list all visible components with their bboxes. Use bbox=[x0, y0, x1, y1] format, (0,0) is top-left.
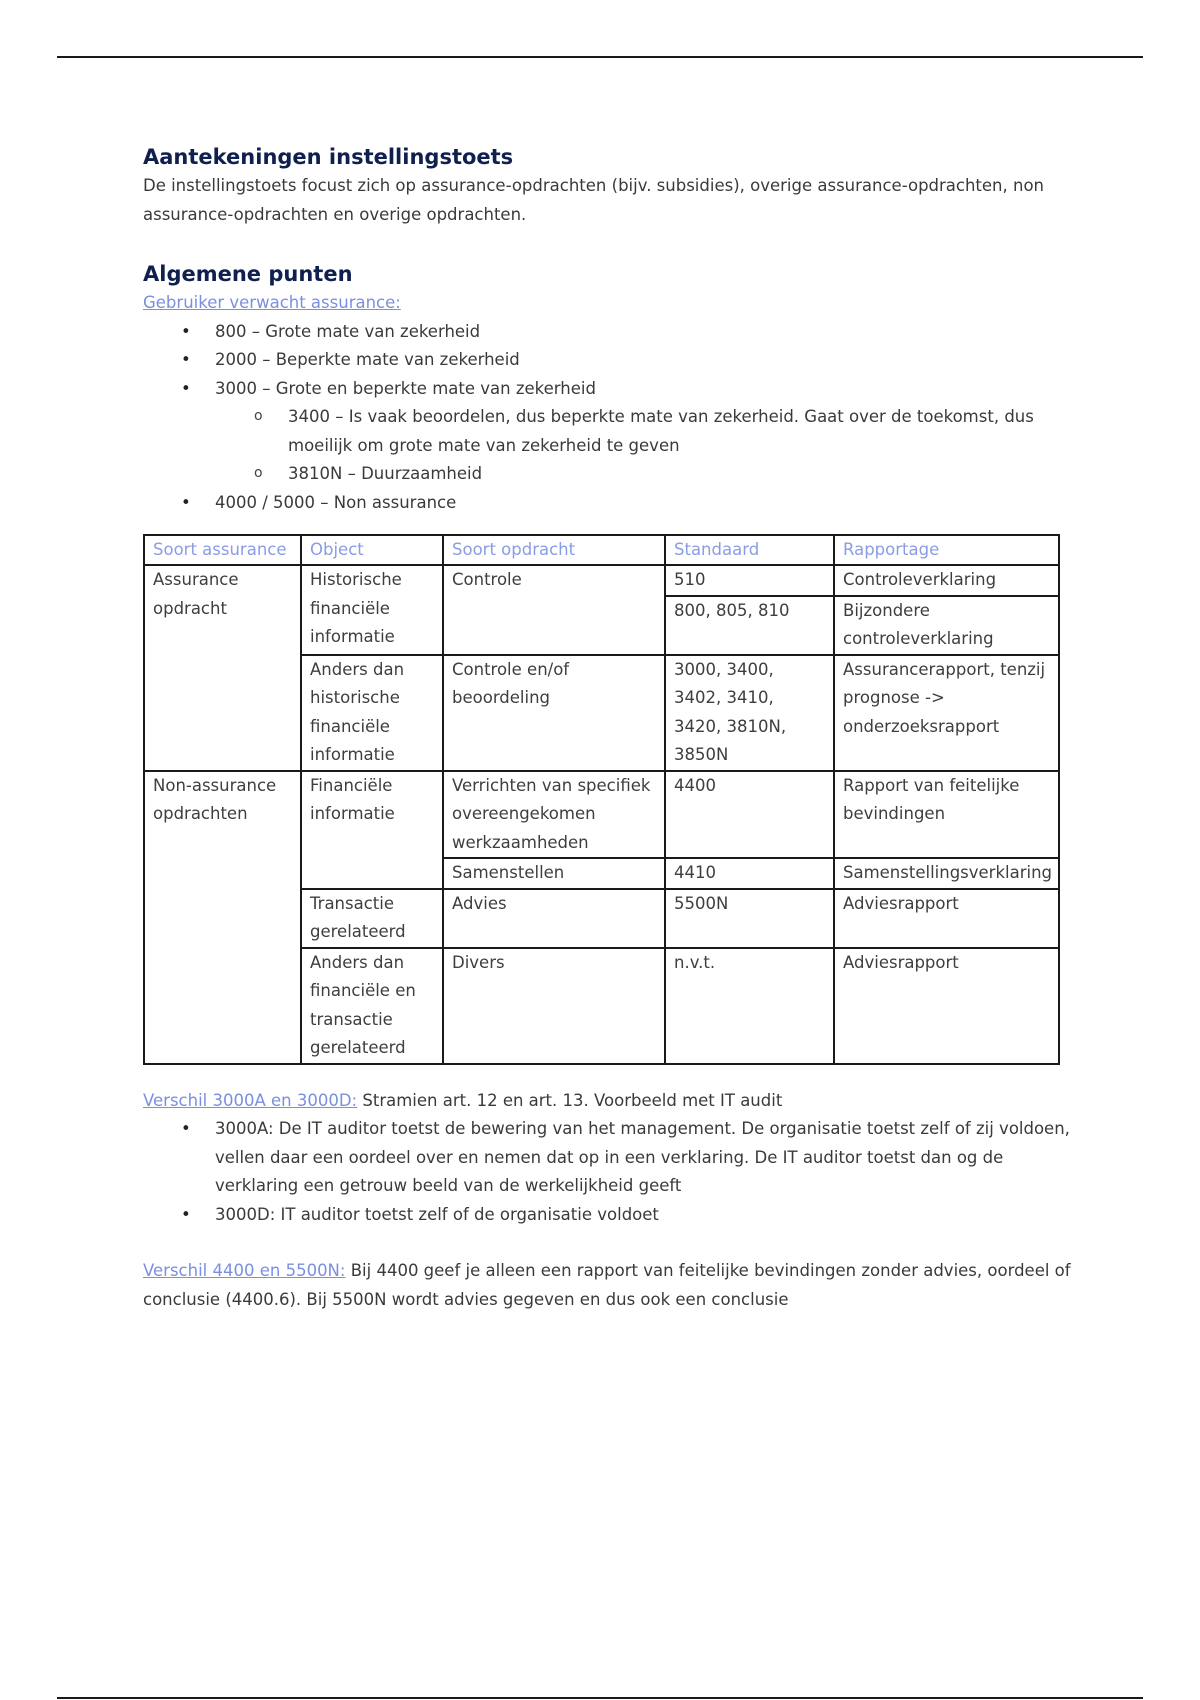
standards-table bbox=[143, 534, 1060, 1065]
table-cell: Controleverklaring bbox=[834, 565, 1059, 596]
table-cell: Historische financiële informatie bbox=[301, 565, 443, 655]
list-item: • 3000A: De IT auditor toetst de bewering van het management. De organisatie toetst zelf of zij voldoen, vellen daar een oordeel over en nemen dat op in een verklaring. De IT auditor toetst dan og de verklaring een getrouw beeld van de werkelijkheid geeft bbox=[143, 1115, 1073, 1201]
table-cell: Transactie gerelateerd bbox=[301, 889, 443, 948]
table-cell: Adviesrapport bbox=[834, 889, 1059, 948]
bottom-rule bbox=[57, 1697, 1143, 1699]
table-row bbox=[144, 565, 1059, 596]
table-cell: Anders dan financiële en transactie gerelateerd bbox=[301, 948, 443, 1064]
header-cell: Soort assurance bbox=[144, 535, 301, 565]
table-cell: Financiële informatie bbox=[301, 771, 443, 889]
verschil-3000-paragraph bbox=[143, 1087, 1073, 1116]
verschil-4400-paragraph bbox=[143, 1257, 1073, 1314]
table-cell: 3000, 3400, 3402, 3410, 3420, 3810N, 3850N bbox=[665, 655, 834, 771]
list-item: • 3000D: IT auditor toetst zelf of de organisatie voldoet bbox=[143, 1201, 1073, 1230]
verschil-3000-text: Stramien art. 12 en art. 13. Voorbeeld met IT audit bbox=[357, 1090, 783, 1110]
list-item bbox=[143, 375, 1073, 489]
intro-paragraph: De instellingstoets focust zich op assurance-opdrachten (bijv. subsidies), overige assurance-opdrachten, non assurance-opdrachten en overige opdrachten. bbox=[143, 176, 1045, 224]
table-cell: Anders dan historische financiële informatie bbox=[301, 655, 443, 771]
page-content bbox=[143, 142, 1073, 1314]
verschil-3000-list bbox=[143, 1115, 1073, 1229]
table-header-row bbox=[144, 535, 1059, 565]
sub-list-item: o 3810N – Duurzaamheid bbox=[143, 460, 1073, 489]
verschil-4400-text: Bij 4400 geef je alleen een rapport van feitelijke bevindingen zonder advies, oordeel of conclusie (4400.6). Bij 5500N wordt advies gegeven en dus ook een conclusie bbox=[143, 1261, 1071, 1309]
table-cell: Non-assurance opdrachten bbox=[144, 771, 301, 1064]
table-cell: Samenstellingsverklaring bbox=[834, 858, 1059, 889]
table-cell: 5500N bbox=[665, 889, 834, 948]
page-title: Aantekeningen instellingstoets bbox=[143, 145, 514, 169]
table-cell: Controle en/of beoordeling bbox=[443, 655, 665, 771]
table-row bbox=[144, 771, 1059, 859]
list-item: • 800 – Grote mate van zekerheid bbox=[143, 318, 1073, 347]
sub-list bbox=[215, 403, 1073, 489]
table-cell: Adviesrapport bbox=[834, 948, 1059, 1064]
header-cell: Object bbox=[301, 535, 443, 565]
list-item: • 4000 / 5000 – Non assurance bbox=[143, 489, 1073, 518]
sub-list-item: o 3400 – Is vaak beoordelen, dus beperkte mate van zekerheid. Gaat over de toekomst, dus moeilijk om grote mate van zekerheid te geven bbox=[143, 403, 1073, 460]
header-cell: Standaard bbox=[665, 535, 834, 565]
section-title: Algemene punten bbox=[143, 262, 353, 286]
table-cell: Advies bbox=[443, 889, 665, 948]
top-rule bbox=[57, 56, 1143, 58]
verschil-4400-link[interactable]: Verschil 4400 en 5500N: bbox=[143, 1261, 346, 1280]
table-cell: Controle bbox=[443, 565, 665, 655]
table-cell: Samenstellen bbox=[443, 858, 665, 889]
table-cell: Assurancerapport, tenzij prognose -> onderzoeksrapport bbox=[834, 655, 1059, 771]
assurance-list bbox=[143, 318, 1073, 518]
table-cell: 510 bbox=[665, 565, 834, 596]
table-cell: Verrichten van specifiek overeengekomen werkzaamheden bbox=[443, 771, 665, 859]
header-cell: Soort opdracht bbox=[443, 535, 665, 565]
gebruiker-link[interactable]: Gebruiker verwacht assurance: bbox=[143, 293, 401, 312]
table-cell: n.v.t. bbox=[665, 948, 834, 1064]
table-cell: 4400 bbox=[665, 771, 834, 859]
table-cell: Divers bbox=[443, 948, 665, 1064]
table-cell: Bijzondere controleverklaring bbox=[834, 596, 1059, 655]
table-cell: Rapport van feitelijke bevindingen bbox=[834, 771, 1059, 859]
table-cell: 800, 805, 810 bbox=[665, 596, 834, 655]
list-item: • 2000 – Beperkte mate van zekerheid bbox=[143, 346, 1073, 375]
list-item-text: 3000 – Grote en beperkte mate van zekerheid bbox=[215, 378, 596, 398]
table-cell: Assurance opdracht bbox=[144, 565, 301, 771]
table-cell: 4410 bbox=[665, 858, 834, 889]
verschil-3000-link[interactable]: Verschil 3000A en 3000D: bbox=[143, 1090, 358, 1110]
header-cell: Rapportage bbox=[834, 535, 1059, 565]
